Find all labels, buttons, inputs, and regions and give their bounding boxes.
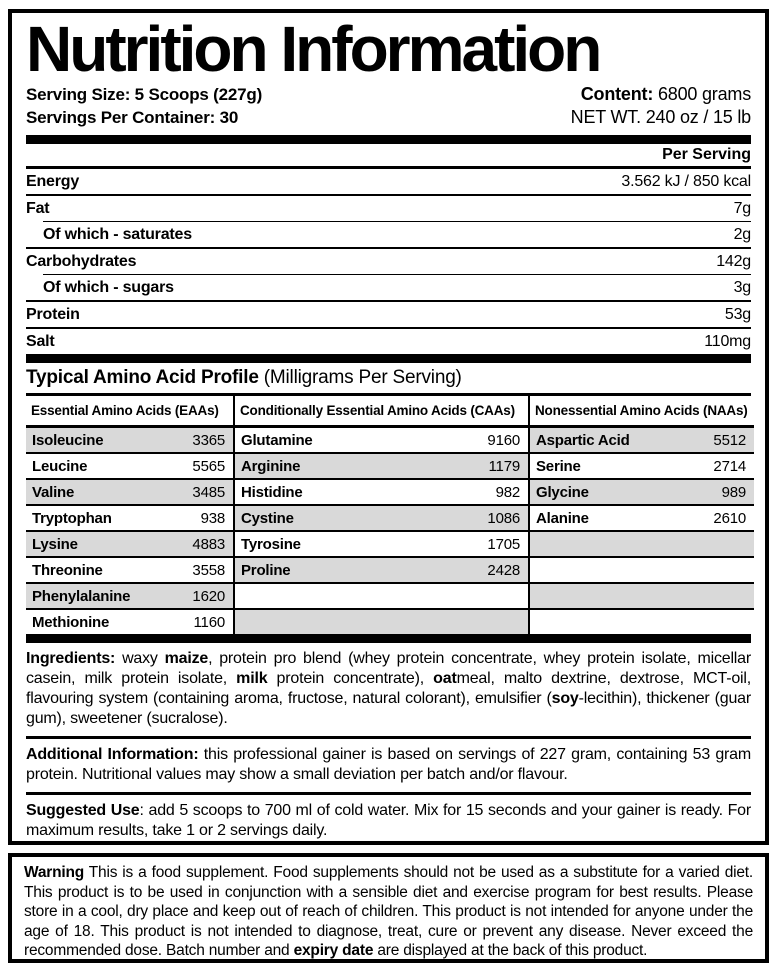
amino-row [530,610,754,634]
text: meal, malto dextrine, dextrose, MCT-oil, flavouring system (containing aroma, fructose, natural colorant), emulsifier ( [26,670,751,707]
amino-value: 5512 [713,431,746,449]
amino-name: Arginine [241,457,301,475]
amino-value: 1179 [488,457,520,475]
amino-value: 989 [721,483,746,501]
nutrition-row [26,302,751,327]
amino-row [235,584,528,610]
amino-name: Lysine [32,535,78,553]
amino-value: 4883 [192,535,225,553]
amino-value: 3365 [192,431,225,449]
nutrition-row [26,196,751,221]
nutrition-row [26,329,751,354]
amino-row [530,506,754,532]
divider-bar [26,135,751,144]
divider-bar [26,634,751,643]
nutrient-value: 3g [733,278,751,296]
content-block [571,83,751,129]
nutrient-value: 3.562 kJ / 850 kcal [621,172,751,190]
nutrient-value: 142g [716,252,751,270]
text: are displayed at the back of this product. [373,942,648,959]
amino-name: Isoleucine [32,431,104,449]
nutrition-row [26,275,751,300]
text: This is a food supplement. Food supplements should not be used as a substitute for a varied diet. This product is to be used in conjunction with a sensible diet and exercise program for best results. Please store in a cool, dry place and keep out of reach of children. This product is not intended for anyone under the age of 18. This product is not intended to diagnose, treat, cure or prevent any disease. Never exceed the recommended dose. Batch number and [24,864,753,959]
amino-value: 1620 [192,587,225,605]
amino-value: 1705 [487,535,520,553]
amino-name: Cystine [241,509,294,527]
divider-bar [26,354,751,363]
amino-row [235,480,528,506]
amino-name: Alanine [536,509,589,527]
servings-per-container-text: Servings Per Container: 30 [26,108,239,127]
amino-row [235,610,528,634]
amino-row [530,454,754,480]
amino-row [235,506,528,532]
amino-name: Tryptophan [32,509,112,527]
warning-paragraph [24,863,753,961]
bold-text: Ingredients: [26,650,123,667]
amino-row [26,506,233,532]
amino-value: 3485 [192,483,225,501]
serving-size-block [26,83,262,129]
amino-column-header: Nonessential Amino Acids (NAAs) [530,396,754,428]
amino-value: 9160 [487,431,520,449]
bold-text: Additional Information: [26,746,204,763]
amino-value: 3558 [192,561,225,579]
amino-name: Tyrosine [241,535,301,553]
amino-row [26,610,233,634]
amino-value: 2610 [713,509,746,527]
amino-row [26,532,233,558]
nutrition-rows [26,169,751,354]
nutrient-label: Of which - saturates [43,225,192,243]
amino-name: Histidine [241,483,303,501]
amino-value: 2428 [487,561,520,579]
nutrient-label: Energy [26,172,80,190]
amino-name: Phenylalanine [32,587,131,605]
nutrient-label: Salt [26,332,55,350]
nutrition-row [26,222,751,247]
net-weight-text: NET WT. 240 oz / 15 lb [570,107,751,127]
nutrition-row [26,249,751,274]
serving-size-text: Serving Size: 5 Scoops (227g) [26,85,263,104]
nutrient-label: Of which - sugars [43,278,174,296]
amino-row [26,558,233,584]
amino-column-header: Conditionally Essential Amino Acids (CAAs) [235,396,528,428]
amino-value: 5565 [192,457,225,475]
amino-name: Methionine [32,613,110,631]
amino-column-header: Essential Amino Acids (EAAs) [26,396,233,428]
nutrient-label: Protein [26,305,80,323]
suggested-use-paragraph [26,795,751,845]
content-text [571,83,751,106]
amino-heading-bold: Typical Amino Acid Profile [26,367,259,388]
nutrition-row [26,169,751,194]
amino-row [26,480,233,506]
amino-name: Glycine [536,483,589,501]
nutrient-value: 7g [733,199,751,217]
bold-text: oat [433,670,457,687]
amino-row [26,454,233,480]
text: protein concentrate), [267,670,434,687]
amino-column [528,396,754,634]
amino-row [530,584,754,610]
amino-value: 1160 [193,613,225,631]
text: , protein pro blend (whey protein concentrate, whey protein isolate, micellar casein, milk protein isolate, [26,650,751,687]
amino-row [235,454,528,480]
amino-row [26,428,233,454]
amino-profile-heading [26,363,751,393]
nutrient-value: 110mg [704,332,751,350]
nutrition-label-panel [8,9,769,845]
text: this professional gainer is based on servings of 227 gram, containing 53 gram protein. Nutritional values may show a small deviation per batch and/or flavour. [26,746,752,783]
amino-column [233,396,528,634]
bold-text: milk [236,670,268,687]
amino-row [235,558,528,584]
amino-row [26,584,233,610]
amino-name: Leucine [32,457,88,475]
bold-text: Warning [24,864,85,881]
amino-column [26,396,233,634]
amino-value: 2714 [713,457,746,475]
amino-name: Glutamine [241,431,313,449]
amino-row [530,428,754,454]
nutrient-value: 2g [733,225,751,243]
ingredients-paragraph [26,643,751,736]
amino-name: Threonine [32,561,103,579]
amino-row [235,532,528,558]
bold-text: expiry date [293,942,374,959]
page-title: Nutrition Information [26,13,600,85]
amino-row [530,480,754,506]
amino-row [530,558,754,584]
warning-panel [8,853,769,963]
amino-row [235,428,528,454]
bold-text: maize [164,650,209,667]
amino-value: 1086 [487,509,520,527]
content-label: Content: [580,84,654,104]
amino-value: 982 [495,483,520,501]
amino-heading-note: (Milligrams Per Serving) [258,367,462,388]
amino-value: 938 [200,509,225,527]
amino-name: Proline [241,561,291,579]
additional-information-paragraph [26,739,751,792]
text: waxy [122,650,165,667]
per-serving-header: Per Serving [662,146,751,163]
bold-text: Suggested Use [26,802,140,819]
nutrient-label: Carbohydrates [26,252,137,270]
text: -lecithin), thickener (guar gum), sweetener (sucralose). [26,690,751,727]
amino-name: Valine [32,483,75,501]
nutrient-label: Fat [26,199,50,217]
amino-name: Aspartic Acid [536,431,630,449]
content-value: 6800 grams [653,84,751,104]
serving-info [26,83,751,129]
bold-text: soy [551,690,579,707]
text: : add 5 scoops to 700 ml of cold water. Mix for 15 seconds and your gainer is ready. For maximum results, take 1 or 2 servings daily. [26,802,751,839]
nutrient-value: 53g [724,305,751,323]
amino-name: Serine [536,457,581,475]
amino-row [530,532,754,558]
amino-acid-table [26,393,751,634]
